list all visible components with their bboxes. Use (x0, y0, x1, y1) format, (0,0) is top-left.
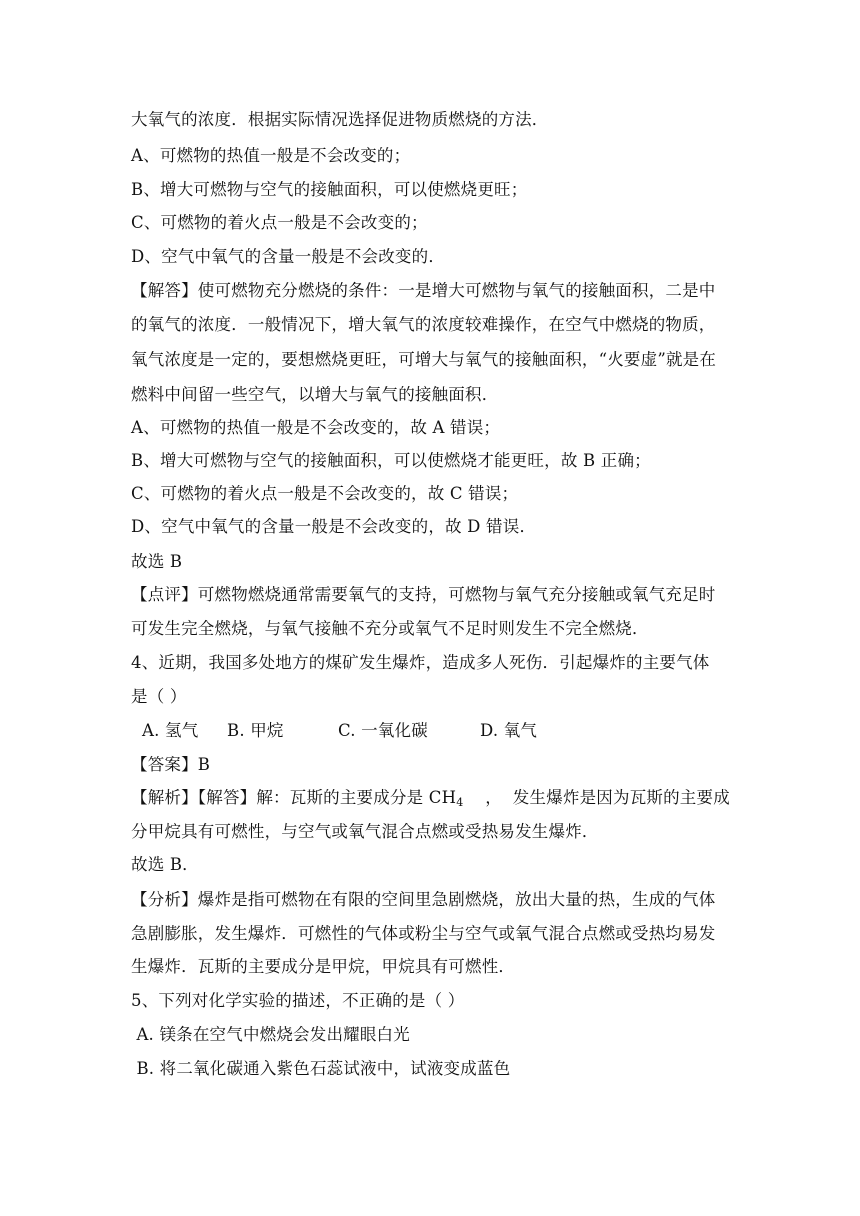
analysis-text-start: 【解析】【解答】解：瓦斯的主要成分是 CH (131, 788, 457, 807)
text-line: A、可燃物的热值一般是不会改变的，故 A 错误； (131, 418, 501, 437)
text-line: 可发生完全燃烧，与氧气接触不充分或氧气不足时则发生不完全燃烧． (131, 619, 649, 638)
text-line: 【分析】爆炸是指可燃物在有限的空间里急剧燃烧，放出大量的热，生成的气体 (131, 890, 716, 909)
question-5-option-a: A. 镁条在空气中燃烧会发出耀眼白光 (131, 1025, 410, 1044)
text-line: 故选 B． (131, 855, 199, 874)
text-line: C、可燃物的着火点一般是不会改变的，故 C 错误； (131, 484, 519, 503)
analysis-line (131, 788, 730, 813)
text-line: B、增大可燃物与空气的接触面积，可以使燃烧更旺； (131, 180, 528, 199)
question-5-stem: 5、下列对化学实验的描述，不正确的是（ ） (131, 991, 465, 1010)
text-line: 氧气浓度是一定的，要想燃烧更旺，可增大与氧气的接触面积，“火要虚”就是在 (131, 350, 717, 369)
text-line: A、可燃物的热值一般是不会改变的； (131, 146, 411, 165)
text-line: 的氧气的浓度．一般情况下，增大氧气的浓度较难操作，在空气中燃烧的物质， (131, 315, 716, 334)
text-line: 急剧膨胀，发生爆炸．可燃性的气体或粉尘与空气或氧气混合点燃或受热均易发 (131, 924, 716, 943)
text-line: D、空气中氧气的含量一般是不会改变的． (131, 247, 446, 266)
analysis-text-end: ， 发生爆炸是因为瓦斯的主要成 (463, 788, 730, 807)
question-4-stem-end: 是（ ） (131, 687, 187, 706)
text-line: 大氧气的浓度．根据实际情况选择促进物质燃烧的方法． (131, 110, 549, 129)
question-4-stem: 4、近期，我国多处地方的煤矿发生爆炸，造成多人死伤．引起爆炸的主要气体 (131, 653, 710, 672)
text-line: D、空气中氧气的含量一般是不会改变的，故 D 错误． (131, 517, 537, 536)
text-line: 分甲烷具有可燃性，与空气或氧气混合点燃或受热易发生爆炸． (131, 822, 599, 841)
text-line: 【点评】可燃物燃烧通常需要氧气的支持，可燃物与氧气充分接触或氧气充足时 (131, 585, 716, 604)
option-a: A. 氢气 (142, 721, 199, 740)
subscript: 4 (456, 796, 464, 809)
option-d: D. 氧气 (480, 721, 538, 740)
option-b: B. 甲烷 (227, 721, 284, 740)
text-line: 燃料中间留一些空气，以增大与氧气的接触面积． (131, 385, 499, 404)
option-c: C. 一氧化碳 (338, 721, 428, 740)
text-line: 生爆炸．瓦斯的主要成分是甲烷，甲烷具有可燃性． (131, 957, 516, 976)
text-line: 【解答】使可燃物充分燃烧的条件：一是增大可燃物与氧气的接触面积，二是中 (131, 281, 716, 300)
answer-line: 【答案】B (131, 755, 211, 774)
text-line: C、可燃物的着火点一般是不会改变的； (131, 213, 428, 232)
question-5-option-b: B. 将二氧化碳通入紫色石蕊试液中，试液变成蓝色 (131, 1059, 511, 1078)
text-line: 故选 B (131, 552, 183, 571)
text-line: B、增大可燃物与空气的接触面积，可以使燃烧才能更旺，故 B 正确； (131, 451, 651, 470)
